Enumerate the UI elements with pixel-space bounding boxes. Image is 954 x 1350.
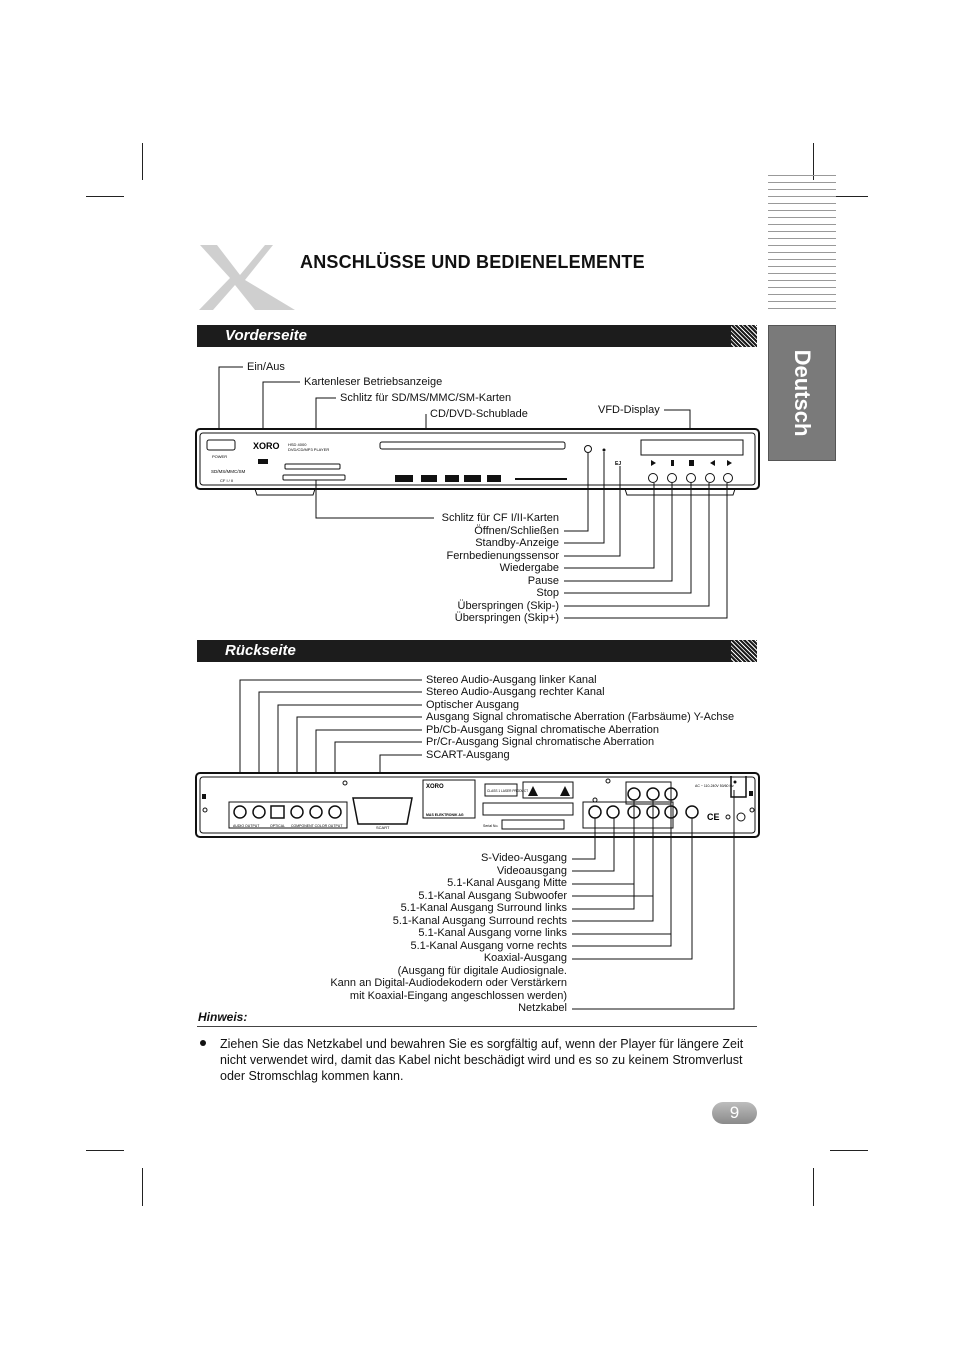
- serial-text: Serial No.: [483, 824, 499, 828]
- label-video: Videoausgang: [496, 865, 567, 877]
- page-title: ANSCHLÜSSE UND BEDIENELEMENTE: [300, 252, 645, 272]
- note-text: Ziehen Sie das Netzkabel und bewahren Sie es sorgfältig auf, wenn der Player für längere Zeit nicht verwendet wird, damit das Kabel nicht beschädigt wird und es so zu keinem Stromverlust oder Stromschlag kommen kann.: [220, 1037, 744, 1083]
- label-pause: Pause: [527, 575, 559, 587]
- label-component-y: Ausgang Signal chromatische Aberration (Farbsäume) Y-Achse: [426, 711, 735, 723]
- label-subwoofer: 5.1-Kanal Ausgang Subwoofer: [418, 890, 567, 902]
- label-audio-right: Stereo Audio-Ausgang rechter Kanal: [426, 686, 605, 698]
- label-coaxial-note-2: Kann an Digital-Audiodekodern oder Verstärkern: [330, 977, 567, 989]
- label-audio-left: Stereo Audio-Ausgang linker Kanal: [426, 674, 597, 686]
- maker-text: MAS ELEKTRONIK AG: [426, 813, 464, 817]
- label-stop: Stop: [536, 587, 559, 599]
- optical-text: OPTICAL: [270, 824, 285, 828]
- label-center: 5.1-Kanal Ausgang Mitte: [447, 877, 567, 889]
- ej-text: EJ: [615, 461, 622, 467]
- cf-slot-text: CF I / II: [220, 478, 234, 483]
- label-component-pr: Pr/Cr-Ausgang Signal chromatische Aberration: [426, 736, 655, 748]
- label-ir-sensor: Fernbedienungssensor: [446, 550, 559, 562]
- page-number: 9: [712, 1102, 757, 1124]
- rear-brand-text: XORO: [426, 784, 444, 790]
- label-optical: Optischer Ausgang: [426, 699, 519, 711]
- label-front-left: 5.1-Kanal Ausgang vorne links: [418, 927, 567, 939]
- component-text: COMPONENT COLOR OUTPUT: [291, 824, 343, 828]
- label-sd-slot: Schlitz für SD/MS/MMC/SM-Karten: [340, 392, 512, 404]
- label-coaxial-note-1: (Ausgang für digitale Audiosignale.: [397, 965, 567, 977]
- scart-text: SCART: [376, 825, 390, 830]
- note-heading: Hinweis:: [198, 1010, 248, 1024]
- model-text: HSD 4000: [288, 442, 307, 447]
- label-surround-right: 5.1-Kanal Ausgang Surround rechts: [392, 915, 567, 927]
- note-divider: [197, 1026, 757, 1027]
- label-component-pb: Pb/Cb-Ausgang Signal chromatische Aberration: [426, 724, 659, 736]
- section-heading-rear: Rückseite: [225, 642, 296, 659]
- label-card-reader-indicator: Kartenleser Betriebsanzeige: [304, 376, 443, 388]
- section-heading-front: Vorderseite: [225, 327, 307, 344]
- label-disc-tray: CD/DVD-Schublade: [430, 408, 528, 420]
- label-skip-minus: Überspringen (Skip-): [457, 600, 559, 612]
- language-tab-label: Deutsch: [790, 349, 815, 437]
- ce-mark: CE: [707, 812, 720, 822]
- label-coaxial-note-3: mit Koaxial-Eingang angeschlossen werden): [349, 990, 567, 1002]
- card-slot-text: SD/MS/MMC/SM: [211, 469, 246, 474]
- class1-text: CLASS 1 LASER PRODUCT: [487, 789, 529, 793]
- subtitle-text: DVD/CD/MP3 PLAYER: [288, 447, 330, 452]
- label-open-close: Öffnen/Schließen: [474, 525, 559, 537]
- label-scart: SCART-Ausgang: [426, 749, 510, 761]
- brand-text: XORO: [253, 441, 280, 451]
- label-cf-slot: Schlitz für CF I/II-Karten: [441, 512, 559, 524]
- ac-text: AC ~ 110-240V 50/60 Hz: [695, 784, 734, 788]
- label-front-right: 5.1-Kanal Ausgang vorne rechts: [410, 940, 567, 952]
- label-vfd: VFD-Display: [598, 404, 660, 416]
- audio-output-text: AUDIO OUTPUT: [233, 824, 260, 828]
- label-standby: Standby-Anzeige: [475, 537, 559, 549]
- bullet-icon: [200, 1040, 206, 1046]
- label-play: Wiedergabe: [499, 562, 559, 574]
- label-power: Ein/Aus: [247, 361, 285, 373]
- power-text: POWER: [212, 454, 228, 459]
- label-svideo: S-Video-Ausgang: [480, 852, 567, 864]
- label-coaxial: Koaxial-Ausgang: [483, 952, 567, 964]
- label-surround-left: 5.1-Kanal Ausgang Surround links: [400, 902, 567, 914]
- label-skip-plus: Überspringen (Skip+): [454, 612, 559, 624]
- label-power-cable: Netzkabel: [518, 1002, 567, 1014]
